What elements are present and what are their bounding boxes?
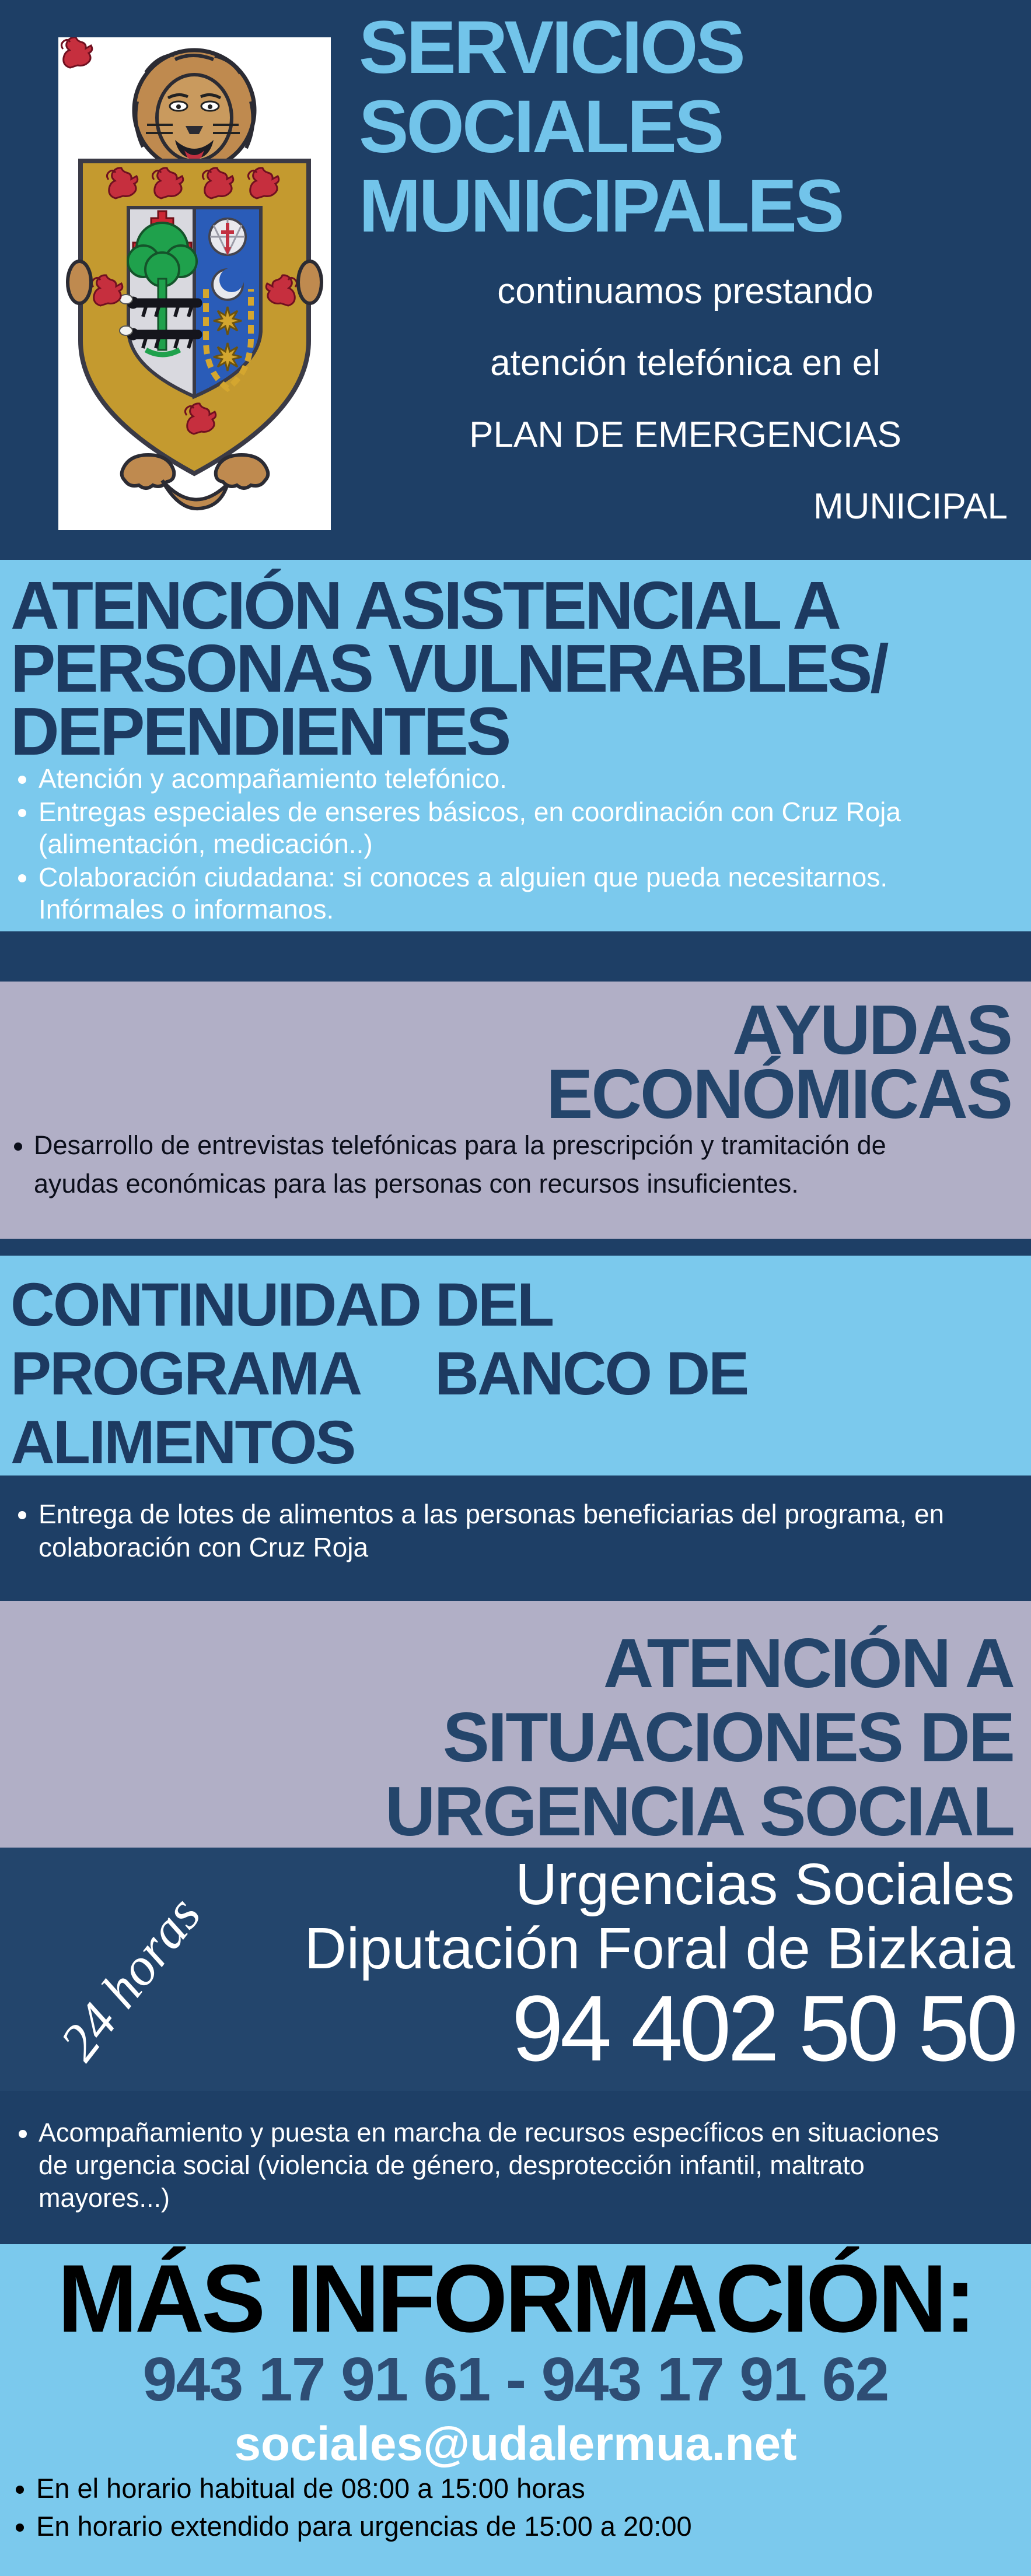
divider — [0, 931, 1031, 982]
list-item: • Colaboración ciudadana: si conoces a alguien que pueda necesitarnos. Infórmales o informanos. — [39, 861, 984, 926]
list-item: • En horario extendido para urgencias de 15:00 a 20:00 — [36, 2508, 1031, 2545]
subtitle-line: atención telefónica en el — [490, 343, 880, 383]
title-line: SERVICIOS — [359, 6, 743, 89]
heading-line: PROGRAMA BANCO DE — [11, 1340, 748, 1408]
heading-line: AYUDAS — [732, 991, 1011, 1069]
page-title — [359, 8, 842, 246]
heading-line: PERSONAS VULNERABLES/ — [11, 630, 887, 706]
section-banco-alimentos-details — [0, 1475, 1031, 1601]
service-provider: Diputación Foral de Bizkaia — [304, 1916, 1015, 1981]
bullet-list — [0, 1475, 949, 1564]
phone-number: 94 402 50 50 — [511, 1976, 1015, 2080]
heading-line: DEPENDIENTES — [11, 693, 509, 769]
header-section — [0, 0, 1031, 560]
ermua-coat-of-arms-icon — [58, 37, 331, 530]
bullet-list — [0, 763, 984, 926]
list-item: • Atención y acompañamiento telefónico. — [39, 763, 984, 795]
title-line: SOCIALES — [359, 85, 722, 169]
section-atencion-asistencial — [0, 560, 1031, 931]
heading-line: SITUACIONES DE — [442, 1698, 1013, 1776]
heading-line: ATENCIÓN ASISTENCIAL A — [11, 567, 840, 643]
list-item: • Desarrollo de entrevistas telefónicas para la prescripción y tramitación de ayudas económicas para las personas con recursos insuficientes. — [34, 1126, 927, 1203]
section-ayudas-economicas — [0, 982, 1031, 1239]
section-heading — [0, 1601, 1031, 1848]
lion-head — [134, 50, 254, 170]
heading-line: ATENCIÓN A — [603, 1624, 1013, 1702]
contact-email: sociales@udalermua.net — [234, 2417, 797, 2470]
section-urgencia-social — [0, 1601, 1031, 1848]
list-item: • En el horario habitual de 08:00 a 15:00 horas — [36, 2470, 1031, 2507]
badge-24-horas: 24 horas — [48, 1885, 212, 2072]
urgencias-contact-block — [304, 1852, 1015, 2080]
list-item: • Acompañamiento y puesta en marcha de recursos específicos en situaciones de urgencia social (violencia de género, desprotección infantil, maltrato mayores...) — [39, 2116, 972, 2214]
section-heading — [0, 1256, 1031, 1475]
crest-card — [58, 37, 331, 530]
subtitle-line: PLAN DE EMERGENCIAS — [469, 415, 901, 455]
section-banco-alimentos — [0, 1256, 1031, 1475]
page-subtitle — [357, 255, 1013, 542]
more-info-heading: MÁS INFORMACIÓN: — [57, 2245, 974, 2352]
heading-line: CONTINUIDAD DEL — [11, 1271, 553, 1339]
heading-line: ECONÓMICAS — [546, 1055, 1011, 1133]
list-item: • Entregas especiales de enseres básicos, en coordinación con Cruz Roja (alimentación, medicación..) — [39, 796, 984, 860]
heading-line: URGENCIA SOCIAL — [385, 1772, 1013, 1848]
service-name: Urgencias Sociales — [515, 1852, 1015, 1917]
list-item: • Entrega de lotes de alimentos a las personas beneficiarias del programa, en colaboración con Cruz Roja — [39, 1498, 949, 1564]
subtitle-line: continuamos prestando — [497, 271, 873, 311]
section-heading — [0, 982, 1031, 1133]
section-mas-informacion — [0, 2244, 1031, 2576]
section-urgencia-details — [0, 2091, 1031, 2244]
urgencias-phone-band — [0, 1848, 1031, 2091]
title-line: MUNICIPALES — [359, 164, 843, 248]
bullet-list — [0, 2091, 972, 2214]
bullet-list — [0, 2470, 1031, 2545]
heading-line: ALIMENTOS — [11, 1408, 355, 1475]
info-phone-numbers: 943 17 91 61 - 943 17 91 62 — [142, 2345, 889, 2414]
divider — [0, 1239, 1031, 1256]
bullet-list — [0, 1126, 927, 1203]
section-heading — [0, 560, 1031, 769]
subtitle-line: MUNICIPAL — [813, 486, 1008, 527]
